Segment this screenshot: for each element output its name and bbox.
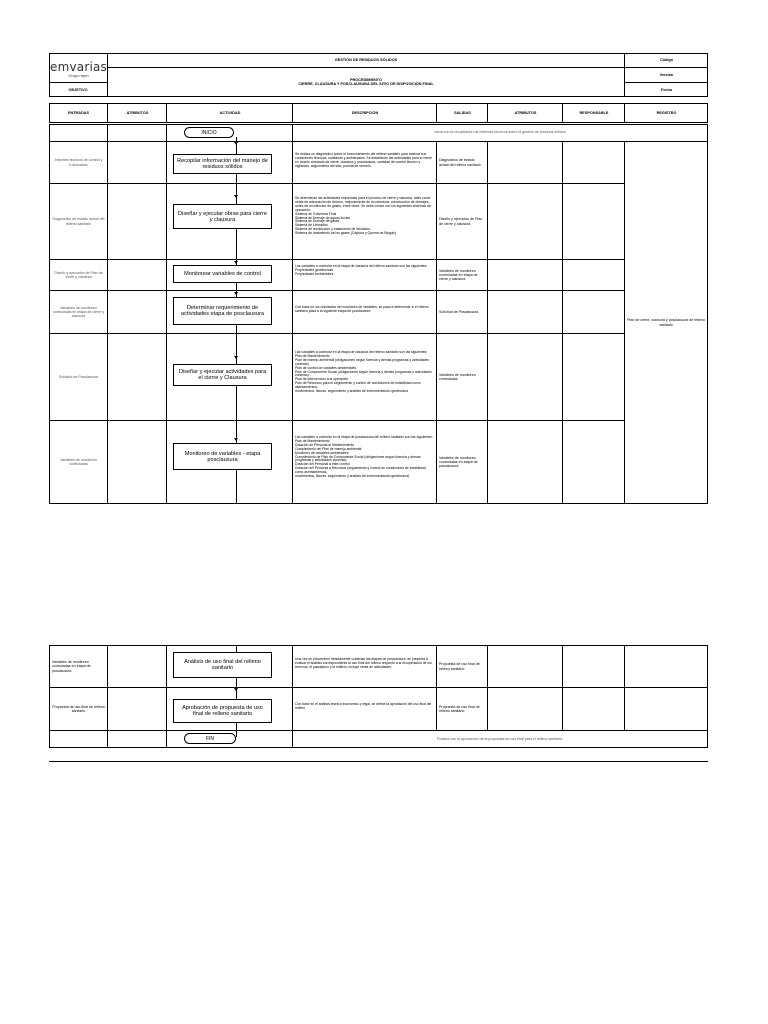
salida-2: Diseño y ejecución de Plan de cierre y clausura <box>439 217 483 226</box>
end-terminal: FIN <box>184 733 236 744</box>
description-4: Con base en los resultados del monitoreo de variables, se pasa a determinar si el relleno sanitario pasa a la siguiente etapa de posclausura <box>295 305 429 313</box>
salida-1: Diagnóstico de estado actual del relleno sanitario <box>439 158 481 167</box>
col-salidas: SALIDAS <box>436 103 488 123</box>
col-entradas: ENTRADAS <box>67 111 90 115</box>
version-label: Versión <box>659 73 674 77</box>
description-6: Las variables a controlar en la etapa de posclausura del relleno sanitario son las siguientes: Plan de Mantenimiento Dotación de Personal al Mantenimiento Cumplimiento del Plan de manejo ambiental Monitoreo de variables ambientales Cumplimiento de Plan de Componente Social (obligaciones según licencia y demás programas y actividades conexas) Dotación del Personal a este control Dotación del Personal a Recursos (seguimiento y control de condiciones de estabilidad como asentamientos, movimientos, fisuras, seguimiento y análisis de instrumentación geotécnica) <box>295 435 433 479</box>
activity-8: Aprobación de propuesta de uso final de relleno sanitario <box>173 699 272 723</box>
entrada-5: Solicitud de Posclausura <box>58 374 99 379</box>
fecha-label: Fecha <box>661 87 672 92</box>
end-description: Finaliza con la aprobación de la propuesta de uso final para el relleno sanitario. <box>436 736 564 741</box>
salida-3: Variables de monitoreo controladas en etapa de cierre y clausura <box>439 268 478 282</box>
entrada-3: Diseño y ejecución de Plan de cierre y clausura <box>54 270 103 279</box>
description-3: Las variables a controlar en la etapa de clausura del relleno sanitario son las siguientes: Propiedades geotécnicas Propiedades Ambientales <box>295 264 428 276</box>
activity-5: Diseñar y ejecutar actividades para el cierre y Clausura <box>173 364 272 386</box>
activity-7: Análisis de uso final del relleno sanitario <box>173 652 272 678</box>
activity-6: Monitoreo de variables - etapa posclausura <box>173 443 272 470</box>
salida-4: Solicitud de Posclausura <box>439 309 479 314</box>
start-terminal: INICIO <box>184 127 234 138</box>
procedure-label: PROCEDIMIENTO <box>350 78 382 82</box>
start-description: Inicia con la recopilación de informes técnicos sobre la gestión de residuos sólidos <box>434 130 566 135</box>
description-5: Las variables a controlar en la etapa de clausura del relleno sanitario son las siguientes: Plan de Mantenimiento Plan de manejo ambiental (obligaciones según licencia y demás programas y actividades conexas) Plan de control de variables ambientales Plan de Componente Social (obligaciones según licencia y demás programas y actividades conexas) Plan de Intervención a la operación Plan de Recursos para el seguimiento y control de condiciones de estabilidad como asentamientos, movimientos, fisuras, seguimiento y análisis de instrumentación geotécnica <box>295 350 432 394</box>
salida-5: Variables de monitoreo controladas <box>439 372 476 381</box>
col-actividad: ACTIVIDAD <box>166 103 293 123</box>
entrada-6: Variables de monitoreo controladas <box>60 457 97 466</box>
procedure-name: CIERRE, CLAUSURA Y POSCLAUSURA DEL SITIO DE DISPOSICIÓN FINAL <box>298 82 434 86</box>
document-title: GESTIÓN DE RESIDUOS SÓLIDOS <box>334 58 398 62</box>
activity-1: Recopilar información del manejo de residuos sólidos <box>173 154 272 174</box>
logo-text: emvarias <box>50 59 108 74</box>
activity-2: Diseñar y ejecutar obras para cierre y clausura <box>173 204 272 229</box>
description-1: Se realiza un diagnóstico sobre el funcionamiento del relleno sanitario para evaluar sus condiciones técnicas, sanitarias y ambientales. Se establecen las actividades para el cierre en cuanto al estado de cierre, clausura y posclausura, cantidad de control técnico y vigilancia, seguimiento del sitio, puesta de servicio. <box>295 152 432 168</box>
entrada-7: Variables de monitoreo controladas en etapa de posclausura <box>52 660 91 673</box>
registro-plan: Plan de cierre, clausura y posclausura de relleno sanitario <box>627 318 705 327</box>
entrada-4: Variables de monitoreo controladas en etapa de cierre y clausura <box>52 305 105 319</box>
logo-subtext: Grupo·epm <box>68 72 89 78</box>
col-responsable: RESPONSABLE <box>562 103 625 123</box>
salida-8: Propuesta de uso final de relleno sanitario <box>439 704 480 713</box>
salida-6: Variables de monitoreo controladas en etapa de posclausura <box>439 455 478 469</box>
activity-4: Determinar requerimiento de actividades etapa de posclausura <box>173 297 272 325</box>
col-descripcion: DESCRIPCIÓN <box>292 103 437 123</box>
description-7: Una vez se encuentren debidamente cubiertas las etapas de posclausura, se presenta a evaluar el análisis correspondiente al uso final del relleno respecto a la recuperación de los terrenos, el paisajismo y la edificio, incluye venta de actividades. <box>295 657 432 669</box>
col-atributos-1: ATRIBUTOS <box>107 103 167 123</box>
entrada-8: Propuesta de uso final de relleno sanitario <box>52 704 105 713</box>
col-atributos-2: ATRIBUTOS <box>487 103 563 123</box>
description-8: Con base en el análisis técnico económico y legal, se define la aprobación del uso final del relleno <box>295 702 432 710</box>
procedure-title <box>108 68 624 96</box>
activity-3: Monitorear variables de control <box>173 265 272 283</box>
entrada-2: Diagnóstico de estado actual del relleno sanitario <box>52 217 105 226</box>
objetivo-label: OBJETIVO <box>68 87 88 92</box>
company-logo <box>50 56 107 81</box>
entrada-1: Informes técnicos de control y b.descanso <box>54 158 103 167</box>
col-registro: REGISTRO <box>624 103 708 123</box>
description-2: Se determinan las actividades requeridas para el proceso de cierre y clausura, tales como: obras de adecuación de terreno, mejoramiento de la cobertura, construcción de drenajes, redes de recolección de gases, entre otras. Se debe contar con los siguientes sistemas de operación: Sistema de Cobertura Final Sistema de Drenaje de aguas lluvias Sistema de Drenaje de gases Sistema de Lixiviados Sistema de recolección y tratamiento de lixiviados Sistema de tratamiento de los gases (Captura y Quema de Biogás) <box>295 196 432 236</box>
salida-7: Propuesta de uso final de relleno sanitario <box>439 662 480 671</box>
codigo-label: Código <box>659 58 674 62</box>
